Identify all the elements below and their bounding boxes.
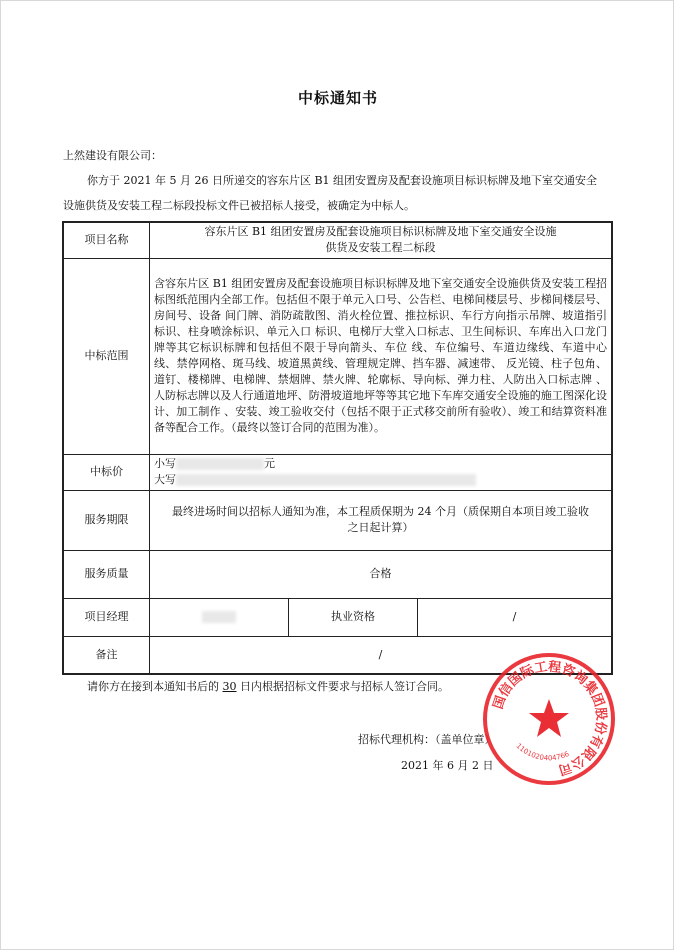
issue-date: 2021 年 6 月 2 日 <box>401 759 494 772</box>
award-table <box>62 221 613 675</box>
addressee: 上然建设有限公司： <box>63 149 162 162</box>
redacted-big-amount <box>176 474 476 486</box>
scope-label: 中标范围 <box>63 258 150 454</box>
intro-line-2: 设施供货及安装工程二标段投标文件已被招标人接受，被确定为中标人。 <box>63 199 415 212</box>
remarks-value: / <box>150 636 613 674</box>
service-period-label: 服务期限 <box>63 490 150 550</box>
project-name-value <box>150 222 613 258</box>
project-name-line-2: 供货及安装工程二标段 <box>325 241 436 255</box>
service-period-line-2: 之日起计算） <box>347 521 414 534</box>
price-label: 中标价 <box>63 454 150 490</box>
remarks-label: 备注 <box>63 636 150 674</box>
intro-line-1: 你方于 2021 年 5 月 26 日所递交的容东片区 B1 组团安置房及配套设施项目标识标牌及地下室交通安全 <box>87 174 598 187</box>
price-value <box>150 454 613 490</box>
service-quality-value: 合格 <box>150 550 613 598</box>
row-service-quality <box>63 550 612 598</box>
redacted-manager-name <box>202 611 236 623</box>
qualification-label: 执业资格 <box>289 598 418 636</box>
official-seal-stamp <box>479 649 619 789</box>
project-name-line-1: 容东片区 B1 组团安置房及配套设施项目标识标牌及地下室交通安全设施 <box>204 225 557 239</box>
sign-prefix: 请你方在接到本通知书后的 <box>87 680 219 693</box>
redacted-small-amount <box>176 458 264 470</box>
svg-text:1101020404766: 1101020404766 <box>514 741 571 763</box>
manager-value <box>150 598 289 636</box>
sign-days: 30 <box>222 680 237 693</box>
sign-instruction <box>87 679 449 695</box>
price-big-prefix: 大写 <box>154 473 176 486</box>
row-manager <box>63 598 612 636</box>
price-small-suffix: 元 <box>264 457 275 470</box>
scope-text: 含容东片区 B1 组团安置房及配套设施项目标识标牌及地下室交通安全设施供货及安装工程招标图纸范围内全部工作。包括但不限于单元入口号、公告栏、电梯间楼层号、步梯间楼层号、房间号、设备 间门牌、消防疏散图、消火栓位置、推拉标识、车行方向指示吊牌、坡道指引标识、柱身喷涂标识、单元入口 标识、电梯厅大堂入口标志、卫生间标识、车库出入口龙门牌等其它标识标牌和包括但不限于导向箭头、车位 线、车位编号、车道边缘线、车道中心线、禁停网格、斑马线、坡道黑黄线、管理规定牌、挡车器、减速带、 反光镜、柱子包角、道钉、楼梯牌、电梯牌、禁烟牌、禁火牌、轮廓标、导向标、弹力柱、人防出入口标志牌 、人防标志牌以及人行通道地坪、防滑坡道地坪等等其它地下车库交通安全设施的施工图深化设计、加工制作 、安装、竣工验收交付（包括不限于正式移交前所有验收）、竣工和结算资料准备等配合工作。（最终以签订合同的范围为准）。 <box>150 258 613 454</box>
row-project-name <box>63 222 612 258</box>
svg-text:国信国际工程咨询集团股份有限公司: 国信国际工程咨询集团股份有限公司 <box>490 659 609 778</box>
row-service-period <box>63 490 612 550</box>
qualification-value: / <box>418 598 613 636</box>
service-quality-label: 服务质量 <box>63 550 150 598</box>
row-scope <box>63 258 612 454</box>
agent-label: 招标代理机构：（盖单位章） <box>358 733 496 746</box>
service-period-value <box>150 490 613 550</box>
project-name-label: 项目名称 <box>63 222 150 258</box>
price-small-prefix: 小写 <box>154 457 176 470</box>
document-title: 中标通知书 <box>297 89 378 107</box>
service-period-line-1: 最终进场时间以招标人通知为准，本工程质保期为 24 个月（质保期自本项目竣工验收 <box>172 505 589 518</box>
row-price <box>63 454 612 490</box>
sign-suffix: 日内根据招标文件要求与招标人签订合同。 <box>240 680 449 693</box>
manager-label: 项目经理 <box>63 598 150 636</box>
